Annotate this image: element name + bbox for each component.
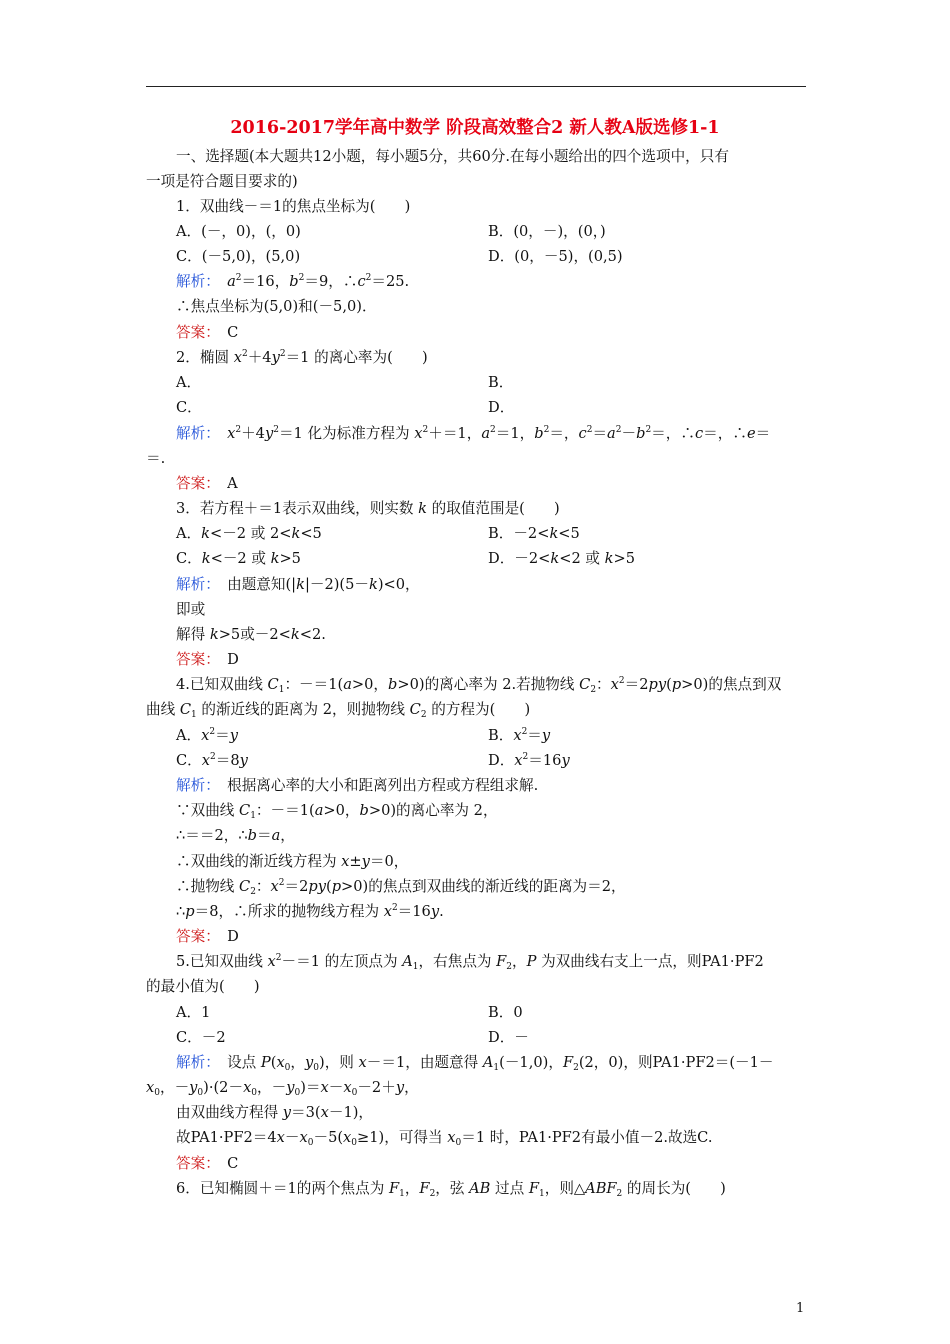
q4-analysis-2: ∵双曲线 $C_1$：－＝1(a>0，b>0)的离心率为 2， (176, 802, 498, 821)
q5-stem-2: 的最小值为( ) (146, 978, 260, 995)
q5-analysis-2: $x_0$，$-y_0)\cdot(2-x_0$，$-y_0)=x-x_0-2+y$， (146, 1079, 419, 1098)
q4-option-a: A．$x^2=y$ (176, 727, 238, 744)
q3-option-d: D．－2<k<2 或 k>5 (488, 550, 635, 567)
q2-answer: 答案： A (176, 475, 238, 492)
q2-stem: 2．椭圆 $x^2+4y^2=1$ 的离心率为( ) (176, 349, 428, 366)
q5-option-d: D．－ (488, 1029, 529, 1046)
q3-answer: 答案： D (176, 651, 239, 668)
q5-stem: 5.已知双曲线 $x^2-=1$ 的左顶点为 $A_1$，右焦点为 $F_2$，P 为双曲线右支上一点，则PA1·PF2 (176, 953, 764, 972)
q4-option-b: B．$x^2=y$ (488, 727, 551, 744)
q4-option-d: D．$x^2=16y$ (488, 752, 570, 769)
q2-analysis: 解析： $x^2+4y^2=1$ 化为标准方程为 $x^2+=1$，$a^2=1$，$b^2=$，$c^2=a^2-b^2=$，∴c＝，∴e＝ (176, 425, 771, 442)
q1-answer: 答案： C (176, 324, 239, 341)
q2-option-c: C． (176, 399, 202, 416)
document-title: 2016-2017学年高中数学 阶段高效整合2 新人教A版选修1-1 (230, 118, 720, 138)
q5-analysis-3: 由双曲线方程得 y＝3(x－1)， (176, 1104, 374, 1121)
q6-stem: 6．已知椭圆＋＝1的两个焦点为 $F_1$，$F_2$，弦 AB 过点 $F_1$，则$\triangle ABF_2$ 的周长为( ) (176, 1180, 726, 1199)
q5-option-b: B．0 (488, 1004, 523, 1021)
q2-option-d: D． (488, 399, 515, 416)
q4-stem-2: 曲线 $C_1$ 的渐近线的距离为 2，则抛物线 $C_2$ 的方程为( ) (146, 701, 531, 720)
q4-analysis-6: ∴p＝8，∴所求的抛物线方程为 $x^2=16y$. (176, 903, 444, 920)
q1-analysis: 解析： $a^2=16$，$b^2=9$，$\therefore c^2=25$. (176, 273, 410, 290)
q2-option-a: A． (176, 374, 202, 391)
q3-analysis-2: 即或 (176, 601, 206, 618)
intro-line-2: 一项是符合题目要求的) (146, 173, 298, 190)
q5-analysis-4: 故$PA1\cdot PF2=4x-x_0-5(x_0\ge 1)$，可得当 $x_0=1$ 时，PA1·PF2有最小值－2.故选C. (176, 1129, 713, 1148)
q3-stem: 3．若方程＋＝1表示双曲线，则实数 k 的取值范围是( ) (176, 500, 560, 517)
header-rule (146, 86, 806, 87)
intro-line-1: 一、选择题(本大题共12小题，每小题5分，共60分.在每小题给出的四个选项中，只有 (176, 148, 729, 165)
q1-option-a: A．(－，0)，(，0) (176, 223, 301, 240)
q1-option-d: D．(0，－5)，(0,5) (488, 248, 623, 265)
q3-option-a: A．k<－2 或 2<k<5 (176, 525, 322, 542)
q1-option-b: B．(0，－)，(0，) (488, 223, 606, 240)
q3-analysis: 解析： 由题意知(|k|－2)(5－k)<0， (176, 576, 420, 593)
q4-option-c: C．$x^2=8y$ (176, 752, 248, 769)
q3-option-b: B．－2<k<5 (488, 525, 580, 542)
q2-option-b: B． (488, 374, 514, 391)
q4-stem: 4.已知双曲线 $C_1$：－＝1(a>0，b>0)的离心率为 2.若抛物线 $C_2$：$x^2=2py(p>0)$的焦点到双 (176, 676, 782, 695)
q3-option-c: C．k<－2 或 k>5 (176, 550, 301, 567)
q1-option-c: C．(－5,0)，(5,0) (176, 248, 301, 265)
q5-option-a: A．1 (176, 1004, 211, 1021)
q5-analysis: 解析： 设点 $P(x_0$，$y_0$)，则 x－＝1，由题意得 $A_1(-1,0)$，$F_2(2$，0)，则PA1·PF2＝(－1－ (176, 1054, 774, 1073)
q3-analysis-3: 解得 k>5或－2<k<2. (176, 626, 326, 643)
q4-analysis-4: ∴双曲线的渐近线方程为 x±y＝0， (176, 853, 409, 870)
q4-analysis-5: ∴抛物线 $C_2$：$x^2=2py(p>0)$的焦点到双曲线的渐近线的距离为＝2， (176, 878, 626, 897)
q5-option-c: C．－2 (176, 1029, 226, 1046)
q4-analysis-3: ∴＝＝2，∴b＝a， (176, 827, 295, 844)
q1-stem: 1．双曲线－＝1的焦点坐标为( ) (176, 198, 411, 215)
q2-analysis-2: ＝. (146, 450, 166, 467)
page-number: 1 (796, 1301, 805, 1316)
q5-answer: 答案： C (176, 1155, 239, 1172)
q1-analysis-2: ∴焦点坐标为(5,0)和(－5,0)． (176, 298, 377, 315)
q4-analysis: 解析： 根据离心率的大小和距离列出方程或方程组求解. (176, 777, 539, 794)
q4-answer: 答案： D (176, 928, 239, 945)
